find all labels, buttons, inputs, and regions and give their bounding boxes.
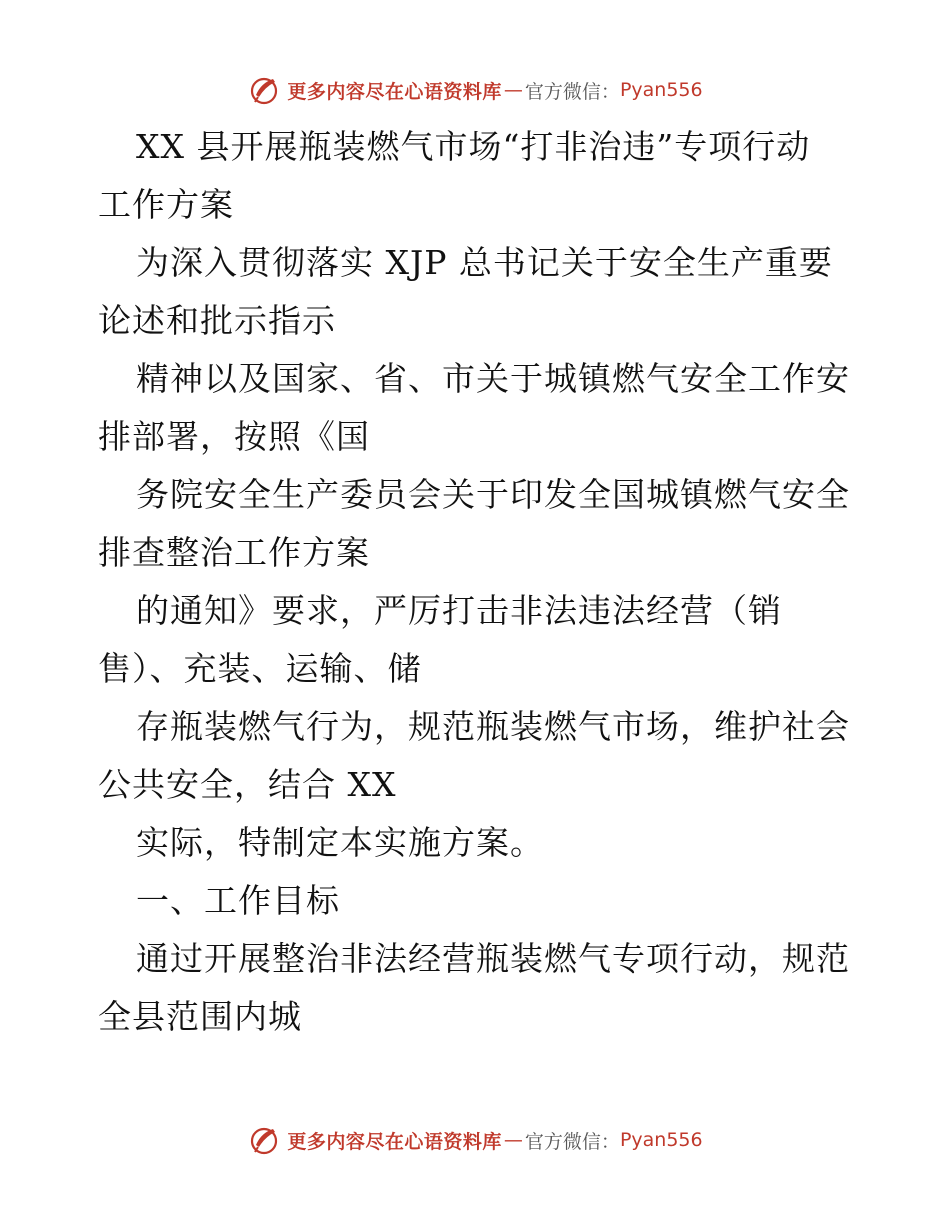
text-line: 精神以及国家、省、市关于城镇燃气安全工作安 (136, 359, 850, 398)
text-line: 实际，特制定本实施方案。 (136, 823, 544, 862)
text-line: 工作方案 (98, 185, 234, 224)
watermark-label: 官方微信： (524, 1130, 620, 1153)
watermark-main-text: 更多内容尽在心语资料库 (287, 80, 502, 103)
footer-watermark (0, 1120, 950, 1160)
pen-logo-icon (247, 73, 281, 107)
watermark-id: Pyan556 (619, 79, 703, 101)
text-line: 存瓶装燃气行为，规范瓶装燃气市场，维护社会 (136, 707, 850, 746)
header-watermark (0, 70, 950, 110)
text-line: 的通知》要求，严厉打击非法违法经营（销 (136, 591, 782, 630)
text-line: 售）、充装、运输、储 (98, 649, 422, 688)
watermark-main-text: 更多内容尽在心语资料库 (287, 1130, 502, 1153)
text-line: 通过开展整治非法经营瓶装燃气专项行动，规范 (136, 939, 850, 978)
text-line: XX 县开展瓶装燃气市场“打非治违”专项行动 (136, 127, 811, 166)
watermark-id: Pyan556 (619, 1129, 703, 1151)
watermark-dash: — (503, 1129, 523, 1151)
text-line: 一、工作目标 (136, 881, 340, 920)
watermark-label: 官方微信： (524, 80, 620, 103)
text-line: 排查整治工作方案 (98, 533, 370, 572)
text-line: 排部署，按照《国 (98, 417, 370, 456)
text-line: 务院安全生产委员会关于印发全国城镇燃气安全 (136, 475, 850, 514)
text-line: 全县范围内城 (98, 997, 302, 1036)
watermark-dash: — (503, 79, 523, 101)
pen-logo-icon (247, 1123, 281, 1157)
text-line: 论述和批示指示 (98, 301, 336, 340)
text-line: 公共安全，结合 XX (98, 765, 397, 804)
text-line: 为深入贯彻落实 XJP 总书记关于安全生产重要 (136, 243, 833, 282)
document-body (98, 118, 868, 1046)
